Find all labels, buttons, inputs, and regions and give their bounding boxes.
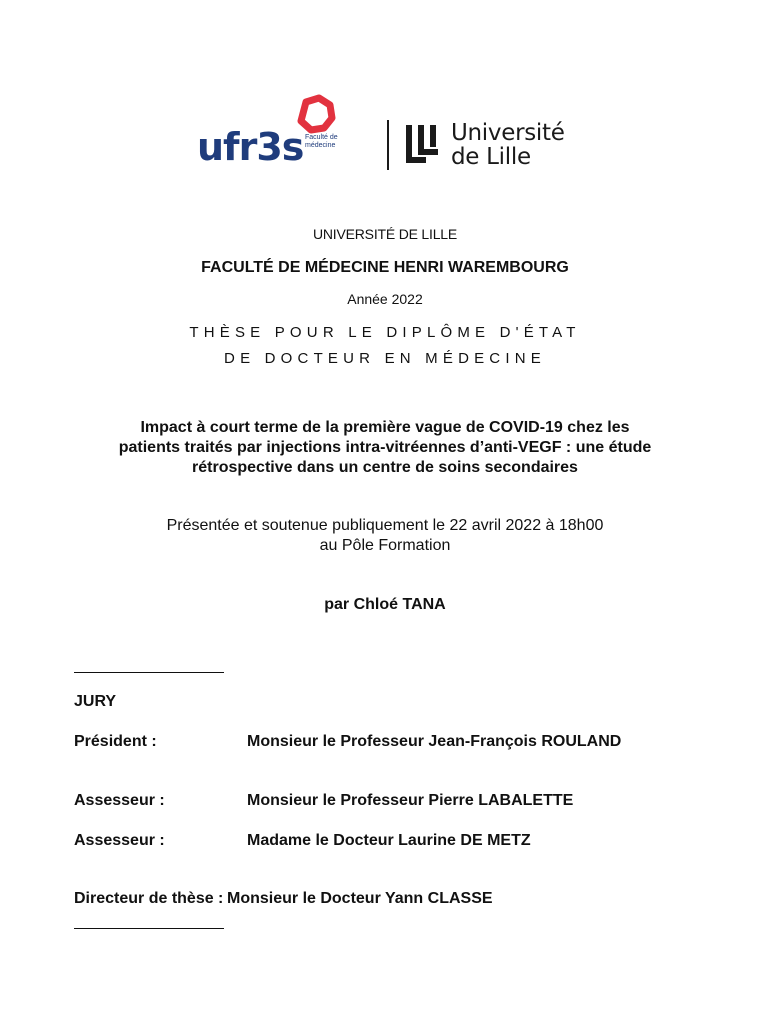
separator-rule-bottom bbox=[74, 928, 224, 929]
jury-role: Directeur de thèse : bbox=[74, 890, 224, 907]
universite-de-lille-wordmark bbox=[451, 121, 565, 169]
faculty-name: FACULTÉ DE MÉDECINE HENRI WAREMBOURG bbox=[201, 259, 569, 276]
thesis-type-line2: DE DOCTEUR EN MÉDECINE bbox=[224, 350, 546, 367]
jury-name: Madame le Docteur Laurine DE METZ bbox=[247, 832, 531, 849]
defense-date-line: Présentée et soutenue publiquement le 22 avril 2022 à 18h00 bbox=[166, 517, 604, 534]
author-name: par Chloé TANA bbox=[324, 596, 446, 613]
university-name: UNIVERSITÉ DE LILLE bbox=[312, 226, 458, 242]
separator-rule-top bbox=[74, 672, 224, 673]
thesis-title-line3: rétrospective dans un centre de soins secondaires bbox=[192, 459, 578, 476]
thesis-title-line1: Impact à court terme de la première vague de COVID-19 chez les bbox=[140, 419, 630, 436]
jury-role: Assesseur : bbox=[74, 832, 165, 849]
jury-name: Monsieur le Professeur Jean-François ROULAND bbox=[247, 733, 622, 750]
thesis-title bbox=[0, 418, 770, 478]
ufr3s-subtitle: Faculté de médecine bbox=[305, 134, 338, 149]
lille-monogram-icon bbox=[406, 125, 438, 163]
jury-name: Monsieur le Professeur Pierre LABALETTE bbox=[247, 792, 574, 809]
jury-name: Monsieur le Docteur Yann CLASSE bbox=[227, 890, 493, 907]
thesis-title-line2: patients traités par injections intra-vitréennes d’anti-VEGF : une étude bbox=[118, 439, 652, 456]
thesis-type-line1: THÈSE POUR LE DIPLÔME D'ÉTAT bbox=[189, 324, 581, 341]
jury-role: Président : bbox=[74, 733, 157, 750]
jury-role: Assesseur : bbox=[74, 792, 165, 809]
university-wordmark-line1: Université bbox=[451, 120, 565, 146]
defense-location-line: au Pôle Formation bbox=[319, 537, 451, 554]
defense-details bbox=[0, 516, 770, 556]
logo-banner bbox=[185, 80, 585, 192]
university-wordmark-line2: de Lille bbox=[451, 144, 531, 170]
academic-year: Année 2022 bbox=[347, 291, 423, 307]
ufr3s-red-ring-icon bbox=[301, 98, 332, 130]
ufr3s-wordmark: ufr3s bbox=[197, 125, 304, 169]
jury-heading: JURY bbox=[74, 693, 117, 710]
